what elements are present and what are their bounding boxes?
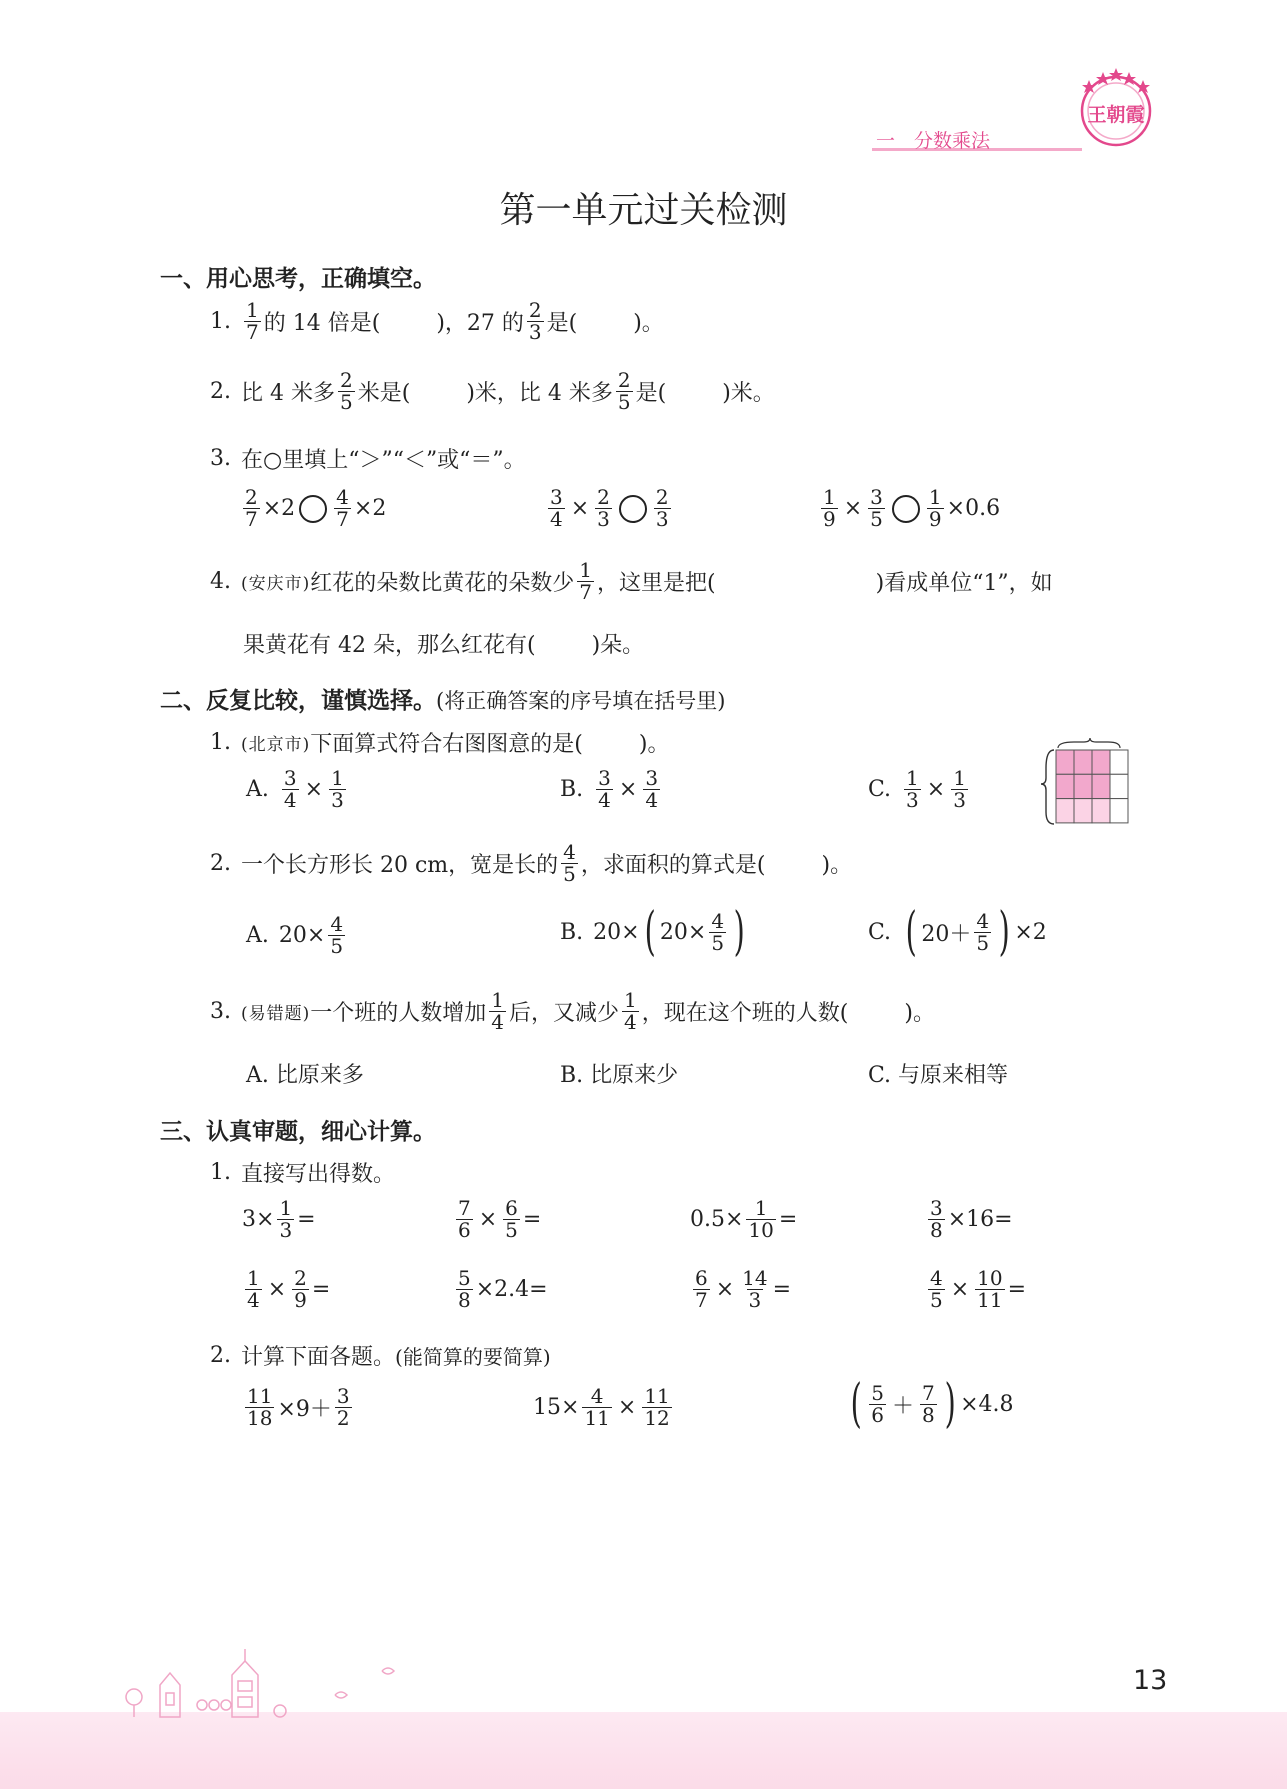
text: 下面算式符合右图图意的是( — [310, 732, 583, 757]
s2-q1 — [210, 727, 669, 758]
text: )。 — [821, 853, 853, 878]
left-paren: ( — [644, 902, 656, 962]
option-label: A. — [246, 923, 269, 948]
calc-item — [690, 1268, 791, 1311]
town-illustration-icon — [120, 1645, 420, 1720]
text: 15× — [533, 1395, 580, 1420]
fraction: $\frac{2}{5}$ — [617, 368, 631, 414]
s1-q3-c — [818, 487, 1000, 530]
fraction: $\frac{4}{5}$ — [930, 1266, 943, 1312]
q-num: 4. — [210, 569, 231, 594]
note: (能简算的要简算) — [395, 1345, 551, 1369]
fraction: $\frac{1}{9}$ — [823, 485, 836, 531]
fraction: $\frac{2}{3}$ — [528, 298, 542, 344]
fraction: $\frac{3}{8}$ — [930, 1196, 943, 1242]
times-sign: × — [926, 777, 946, 802]
text: )朵。 — [591, 633, 645, 658]
fraction: $\frac{4}{5}$ — [563, 840, 576, 886]
fraction: $\frac{1}{10}$ — [748, 1196, 774, 1242]
fraction: $\frac{1}{7}$ — [579, 558, 593, 604]
page-title: 第一单元过关检测 — [499, 190, 788, 231]
fraction: $\frac{1}{4}$ — [624, 988, 637, 1034]
section-2-note: (将正确答案的序号填在括号里) — [436, 689, 726, 713]
s2-q1-option-c[interactable] — [868, 768, 971, 811]
text: ，现在这个班的人数( — [641, 1001, 849, 1026]
grid-cell — [1110, 750, 1128, 774]
text: 20× — [278, 923, 326, 948]
logo-badge — [1075, 66, 1157, 148]
text: ×2 — [353, 496, 387, 521]
text: )看成单位“1”，如 — [875, 571, 1053, 596]
s2-q2 — [210, 842, 852, 885]
calc-item — [846, 1374, 1014, 1434]
text: = — [778, 1207, 798, 1232]
fraction: $\frac{11}{18}$ — [247, 1384, 273, 1430]
text: 0.5× — [690, 1207, 744, 1232]
text: 后，又减少 — [509, 1001, 620, 1026]
grid-cell — [1092, 799, 1110, 823]
text: 的 14 倍是( — [263, 311, 381, 336]
fraction: $\frac{3}{4}$ — [550, 485, 563, 531]
fraction: $\frac{5}{8}$ — [458, 1266, 471, 1312]
text: )，27 的 — [436, 311, 524, 336]
equals-sign: = — [311, 1277, 331, 1302]
q-num: 1. — [210, 730, 231, 755]
text: )。 — [633, 311, 664, 336]
footer-band — [0, 1712, 1287, 1789]
section-1-heading: 一、用心思考，正确填空。 — [160, 266, 436, 292]
fraction: $\frac{2}{7}$ — [245, 485, 258, 531]
option-label: A. — [246, 777, 269, 802]
text: ，这里是把( — [597, 571, 716, 596]
grid-cell — [1056, 750, 1074, 774]
text: ×4.8 — [960, 1391, 1014, 1417]
text: ×2.4= — [475, 1277, 548, 1302]
fraction: $\frac{4}{7}$ — [336, 485, 349, 531]
source-tag: (安庆市) — [241, 574, 311, 594]
grid-cell — [1074, 774, 1092, 798]
q-num: 3. — [210, 446, 231, 471]
option-label: C. — [868, 919, 892, 945]
text: 果黄花有 42 朵，那么红花有( — [243, 633, 536, 658]
fraction: $\frac{1}{3}$ — [331, 766, 344, 812]
fraction: $\frac{7}{6}$ — [458, 1196, 471, 1242]
fraction: $\frac{11}{12}$ — [644, 1384, 670, 1430]
equals-sign: = — [522, 1207, 542, 1232]
s2-q3-option-c[interactable]: C. 与原来相等 — [868, 1063, 1009, 1088]
text: )米，比 4 米多 — [466, 381, 613, 406]
grid-cell — [1056, 774, 1074, 798]
right-paren: ) — [998, 902, 1010, 962]
top-brace-icon — [1058, 738, 1120, 748]
plus-sign: ＋ — [892, 1393, 915, 1419]
fraction: $\frac{1}{3}$ — [906, 766, 919, 812]
text: 20× — [593, 919, 640, 945]
text: )。 — [904, 1001, 935, 1026]
s1-q4 — [210, 560, 1053, 603]
text: ×2 — [262, 496, 296, 521]
q-num: 1. — [210, 1160, 231, 1185]
text: 计算下面各题。 — [241, 1345, 396, 1370]
text: ×16= — [947, 1207, 1013, 1232]
times-sign: × — [715, 1277, 735, 1302]
brace-icon — [1041, 750, 1054, 824]
option-label: B. — [560, 777, 584, 802]
text: 是( — [635, 381, 667, 406]
s1-q3 — [210, 443, 526, 474]
s2-q3 — [210, 990, 935, 1033]
s2-q3-option-b[interactable]: B. 比原来少 — [560, 1063, 679, 1088]
s1-q1 — [210, 300, 664, 343]
s1-q3-a — [240, 487, 386, 530]
s1-q2 — [210, 370, 775, 413]
fraction: $\frac{4}{5}$ — [976, 908, 990, 955]
fraction: $\frac{1}{4}$ — [491, 988, 505, 1034]
equals-sign: = — [1007, 1277, 1027, 1302]
compare-circle[interactable] — [299, 495, 327, 523]
fraction: $\frac{3}{5}$ — [870, 485, 883, 531]
q-num: 1. — [210, 309, 231, 334]
fraction: $\frac{7}{8}$ — [922, 1380, 935, 1427]
fraction: $\frac{5}{6}$ — [871, 1380, 885, 1427]
fraction: $\frac{3}{2}$ — [336, 1384, 350, 1430]
text: 一个长方形长 20 cm，宽是长的 — [241, 853, 559, 878]
right-paren: ) — [944, 1374, 956, 1434]
text: ×9＋ — [277, 1397, 332, 1422]
fraction: $\frac{3}{4}$ — [645, 766, 659, 812]
fraction: $\frac{1}{7}$ — [246, 298, 259, 344]
grid-cell — [1110, 774, 1128, 798]
s2-q2-option-b[interactable] — [560, 902, 749, 962]
text: 在○里填上“＞”“＜”或“＝”。 — [241, 448, 526, 473]
s2-q3-option-a[interactable]: A. 比原来多 — [246, 1063, 364, 1088]
text: ×2 — [1014, 919, 1047, 945]
fraction: $\frac{1}{3}$ — [953, 766, 966, 812]
fraction: $\frac{4}{5}$ — [711, 908, 725, 955]
fraction: $\frac{2}{3}$ — [655, 485, 669, 531]
calc-item — [925, 1198, 1013, 1241]
grid-cell — [1074, 750, 1092, 774]
fraction: $\frac{14}{3}$ — [742, 1266, 768, 1312]
text: 一个班的人数增加 — [310, 1001, 487, 1026]
text: ×0.6 — [946, 496, 1001, 521]
fraction: $\frac{4}{11}$ — [584, 1384, 610, 1430]
fraction: $\frac{6}{5}$ — [505, 1196, 518, 1242]
source-tag: (易错题) — [241, 1004, 311, 1024]
s3-q1 — [210, 1157, 395, 1188]
left-paren: ( — [850, 1374, 862, 1434]
calc-item — [242, 1198, 316, 1241]
grid-cell — [1110, 799, 1128, 823]
fraction: $\frac{1}{4}$ — [247, 1266, 260, 1312]
text: )。 — [638, 732, 670, 757]
fraction: $\frac{10}{11}$ — [977, 1266, 1003, 1312]
times-sign: × — [478, 1207, 498, 1232]
fraction: $\frac{2}{3}$ — [597, 485, 610, 531]
calc-item — [533, 1386, 675, 1429]
fraction: $\frac{6}{7}$ — [695, 1266, 708, 1312]
compare-circle[interactable] — [892, 495, 920, 523]
q-num: 2. — [210, 379, 231, 404]
calc-item — [242, 1386, 355, 1429]
s1-q4-line2 — [243, 628, 644, 659]
text: 20＋ — [921, 921, 972, 947]
times-sign: × — [950, 1277, 970, 1302]
s2-q2-option-a[interactable] — [246, 914, 348, 957]
times-sign: × — [267, 1277, 287, 1302]
times-sign: × — [617, 1395, 637, 1420]
fraction: $\frac{1}{9}$ — [928, 485, 942, 531]
text: 直接写出得数。 — [241, 1162, 396, 1187]
text: 米是( — [357, 381, 411, 406]
q-num: 3. — [210, 999, 231, 1024]
fraction: $\frac{4}{5}$ — [330, 912, 344, 958]
equals-sign: = — [772, 1277, 792, 1302]
s3-q2 — [210, 1340, 551, 1371]
s2-q1-option-a[interactable] — [246, 768, 349, 811]
q-num: 2. — [210, 1343, 231, 1368]
times-sign: × — [570, 496, 590, 521]
q-num: 2. — [210, 851, 231, 876]
calc-item — [242, 1268, 330, 1311]
text: 20× — [659, 919, 707, 945]
times-sign: × — [304, 777, 324, 802]
calc-item — [925, 1268, 1026, 1311]
fraction: $\frac{2}{5}$ — [339, 368, 353, 414]
grid-cell — [1056, 799, 1074, 823]
fraction: $\frac{3}{4}$ — [598, 766, 611, 812]
text: 红花的朵数比黄花的朵数少 — [310, 571, 575, 596]
text: 比 4 米多 — [241, 381, 335, 406]
right-paren: ) — [733, 902, 745, 962]
left-paren: ( — [905, 902, 917, 962]
calc-item — [690, 1198, 797, 1241]
source-tag: (北京市) — [241, 735, 311, 755]
grid-cell — [1092, 750, 1110, 774]
fraction: $\frac{2}{9}$ — [294, 1266, 307, 1312]
calc-item — [453, 1198, 541, 1241]
chapter-label: 一 分数乘法 — [876, 130, 991, 152]
text: 3× — [242, 1207, 275, 1232]
grid-cell — [1074, 799, 1092, 823]
text: ，求面积的算式是( — [580, 853, 766, 878]
text: )米。 — [722, 381, 775, 406]
compare-circle[interactable] — [619, 495, 647, 523]
times-sign: × — [843, 496, 863, 521]
section-2-title: 二、反复比较，谨慎选择。 — [160, 688, 436, 714]
option-label: B. — [560, 919, 584, 945]
fraction: $\frac{1}{3}$ — [279, 1196, 293, 1242]
times-sign: × — [618, 777, 638, 802]
s2-q2-option-c[interactable] — [868, 902, 1047, 962]
fraction: $\frac{3}{4}$ — [283, 766, 297, 812]
calc-item — [453, 1268, 548, 1311]
grid-figure — [1038, 738, 1138, 834]
text: = — [297, 1207, 316, 1232]
option-label: C. — [868, 777, 892, 802]
section-2-heading — [160, 682, 725, 715]
s1-q3-b — [545, 487, 674, 530]
logo-text: 王朝霞 — [1087, 104, 1145, 126]
s2-q1-option-b[interactable] — [560, 768, 663, 811]
grid-cell — [1092, 774, 1110, 798]
text: 是( — [546, 311, 578, 336]
page-number: 13 — [1133, 1665, 1168, 1696]
section-3-heading: 三、认真审题，细心计算。 — [160, 1119, 436, 1145]
